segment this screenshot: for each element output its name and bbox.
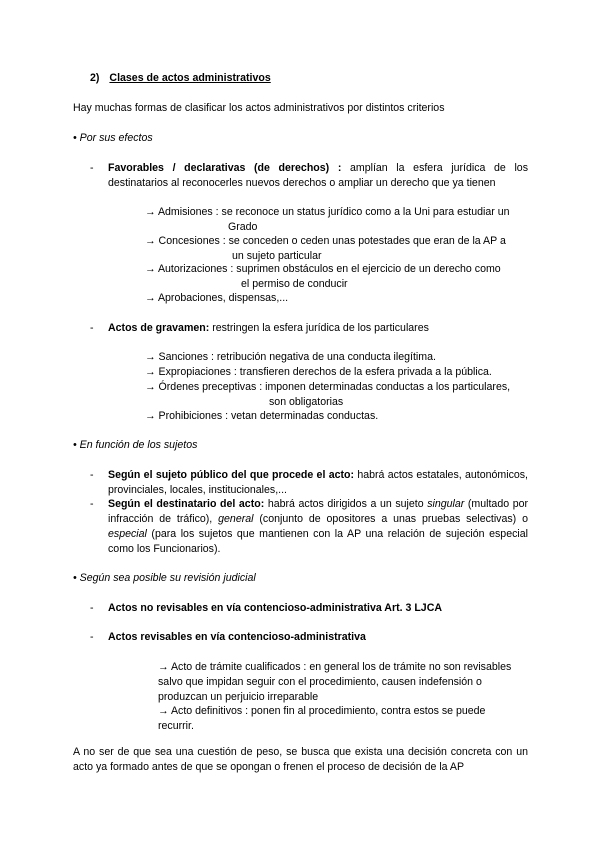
- no-revisables-heading: Actos no revisables en vía contencioso-administrativa Art. 3 LJCA: [108, 602, 442, 614]
- section-heading: [90, 71, 271, 86]
- section-title: Clases de actos administrativos: [109, 72, 271, 84]
- category-revision: • Según sea posible su revisión judicial: [73, 572, 256, 584]
- list-item: → Aprobaciones, dispensas,...: [145, 292, 289, 304]
- list-item: → Concesiones : se conceden o ceden unas potestades que eran de la AP a un sujeto particular: [145, 235, 506, 262]
- list-item: → Acto de trámite cualificados : en general los de trámite no son revisables salvo que impidan seguir con el procedimiento, causen indefensión o produzcan un perjuicio irreparable: [158, 661, 512, 703]
- dash-bullet: -: [90, 322, 94, 334]
- list-item: → Prohibiciones : vetan determinadas conductas.: [145, 410, 379, 422]
- list-item: → Expropiaciones : transfieren derechos de la esfera privada a la pública.: [145, 366, 492, 378]
- dash-bullet: -: [90, 602, 94, 614]
- section-number: 2): [90, 72, 100, 84]
- list-item: → Sanciones : retribución negativa de una conducta ilegítima.: [145, 351, 436, 363]
- dash-bullet: -: [90, 498, 94, 510]
- category-efectos: • Por sus efectos: [73, 132, 153, 144]
- dash-bullet: -: [90, 631, 94, 643]
- gravamen-definition: Actos de gravamen: restringen la esfera jurídica de los particulares: [108, 322, 429, 334]
- list-item: → Admisiones : se reconoce un status jurídico como a la Uni para estudiar un Grado: [145, 206, 510, 233]
- destinatario-definition: Según el destinatario del acto: habrá actos dirigidos a un sujeto singular (multado por infracción de tráfico), general (conjunto de opositores a unas pruebas selectivas) o especial (para los sujetos que mantienen con la AP una relación de sujeción especial como los Funcionarios).: [108, 498, 529, 555]
- favorables-definition: Favorables / declarativas (de derechos) : amplían la esfera jurídica de los destinatarios al reconocerles nuevos derechos o ampliar un derecho que ya tienen: [108, 162, 528, 189]
- category-sujetos: • En función de los sujetos: [73, 439, 198, 451]
- sujeto-publico-definition: Según el sujeto público del que procede el acto: habrá actos estatales, autonómicos, provinciales, locales, institucionales,...: [108, 469, 529, 496]
- list-item: → Órdenes preceptivas : imponen determinadas conductas a los particulares, son obligatorias: [145, 381, 511, 408]
- favorables-term: Favorables / declarativas (de derechos) :: [108, 162, 342, 174]
- list-item: → Autorizaciones : suprimen obstáculos en el ejercicio de un derecho como el permiso de conducir: [145, 263, 501, 290]
- intro-paragraph: Hay muchas formas de clasificar los actos administrativos por distintos criterios: [73, 102, 445, 114]
- conclusion-paragraph: A no ser de que sea una cuestión de peso, se busca que exista una decisión concreta con un acto ya formado antes de que se opongan o frenen el proceso de decisión de la AP: [73, 746, 528, 773]
- list-item: → Acto definitivos : ponen fin al procedimiento, contra estos se puede recurrir.: [158, 705, 486, 732]
- dash-bullet: -: [90, 162, 94, 174]
- revisables-heading: Actos revisables en vía contencioso-administrativa: [108, 631, 366, 643]
- dash-bullet: -: [90, 469, 94, 481]
- gravamen-term: Actos de gravamen:: [108, 322, 210, 334]
